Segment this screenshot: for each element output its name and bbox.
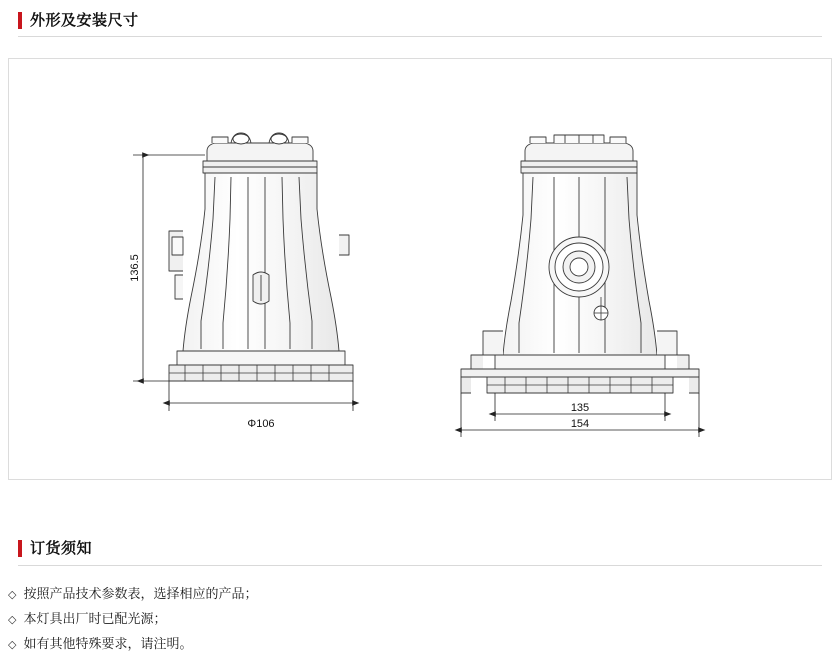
dim-front-height: 136.5 — [129, 254, 141, 282]
dimension-drawing — [9, 59, 831, 479]
note-text: 按照产品技术参数表，选择相应的产品； — [23, 586, 258, 601]
heading-divider-order — [18, 565, 822, 566]
section-heading-dimensions — [18, 12, 139, 29]
drawing-panel — [8, 58, 832, 480]
diamond-icon: ◇ — [8, 589, 17, 601]
list-item — [8, 582, 808, 607]
dim-side-inner-width: 135 — [570, 402, 590, 414]
list-item — [8, 607, 808, 632]
diamond-icon: ◇ — [8, 639, 17, 651]
dim-side-outer-width: 154 — [570, 418, 590, 430]
section-heading-order — [18, 540, 92, 557]
order-notes-list — [8, 582, 808, 657]
note-text: 如有其他特殊要求，请注明。 — [23, 636, 193, 651]
section-title-dimensions: 外形及安装尺寸 — [30, 12, 139, 29]
heading-divider-dimensions — [18, 36, 822, 37]
dim-front-diameter: Φ106 — [247, 418, 275, 430]
section-title-order: 订货须知 — [30, 540, 93, 557]
front-view-drawing — [169, 133, 353, 381]
list-item — [8, 632, 808, 657]
diamond-icon: ◇ — [8, 614, 17, 626]
heading-accent-bar — [18, 12, 22, 29]
note-text: 本灯具出厂时已配光源； — [23, 611, 167, 626]
heading-accent-bar-order — [18, 540, 22, 557]
side-view-drawing — [461, 135, 699, 393]
